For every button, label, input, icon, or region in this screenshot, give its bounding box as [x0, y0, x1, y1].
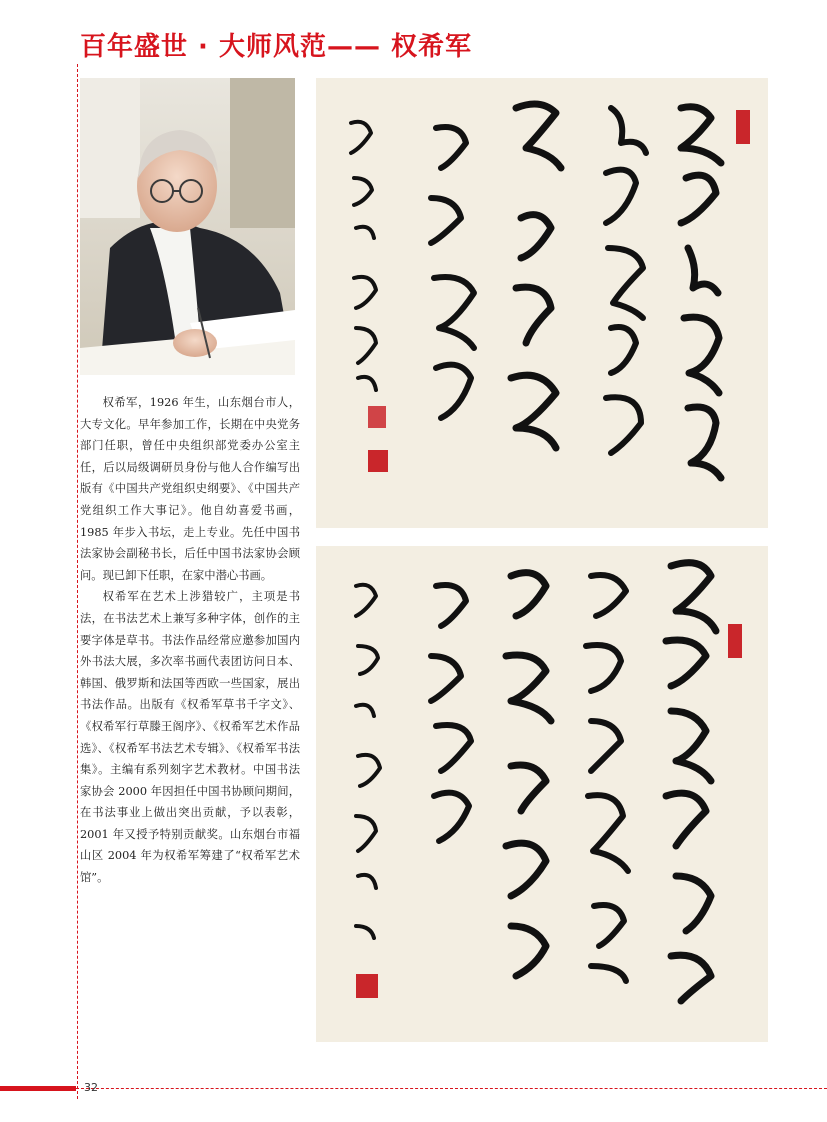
- page-number: 32: [84, 1081, 98, 1094]
- calligraphy-scroll-bottom: [316, 546, 768, 1042]
- bio-paragraph: 权希军在艺术上涉猎较广，主项是书法，在书法艺术上兼写多种字体，创作的主要字体是草书。书法作品经常应邀参加国内外书法大展，多次率书画代表团访问日本、韩国、俄罗斯和法国等西欧一些国家，展出书法作品。出版有《权希军草书千字文》、《权希军行草滕王阁序》、《权希军艺术作品选》、《权希军书法艺术专辑》、《权希军书法集》。主编有系列刻字艺术教材。中国书法家协会 2000 年因担任中国书协顾问期间，在书法事业上做出突出贡献，予以表彰，2001 年又授予特别贡献奖。山东烟台市福山区 2004 年为权希军筹建了“权希军艺术馆”。: [80, 590, 300, 885]
- left-margin-rule: [77, 64, 78, 1099]
- calligraphy-scroll-top: [316, 78, 768, 528]
- page-title: 百年盛世 · 大师风范—— 权希军: [80, 32, 473, 62]
- bio-paragraph: 权希军，1926 年生，山东烟台市人，大专文化。早年参加工作，长期在中央党务部门任职，曾任中央组织部党委办公室主任，后以局级调研员身份与他人合作编写出版有《中国共产党组织史纲要》、《中国共产党组织工作大事记》。他自幼喜爱书画，1985 年步入书坛，走上专业。先任中国书法家协会副秘书长，后任中国书法家协会顾问。现已卸下任职，在家中潜心书画。: [80, 396, 300, 582]
- footer-accent-bar: [0, 1086, 76, 1091]
- portrait-photo: [80, 78, 295, 375]
- footer-rule: [76, 1088, 827, 1089]
- biography: [80, 392, 300, 889]
